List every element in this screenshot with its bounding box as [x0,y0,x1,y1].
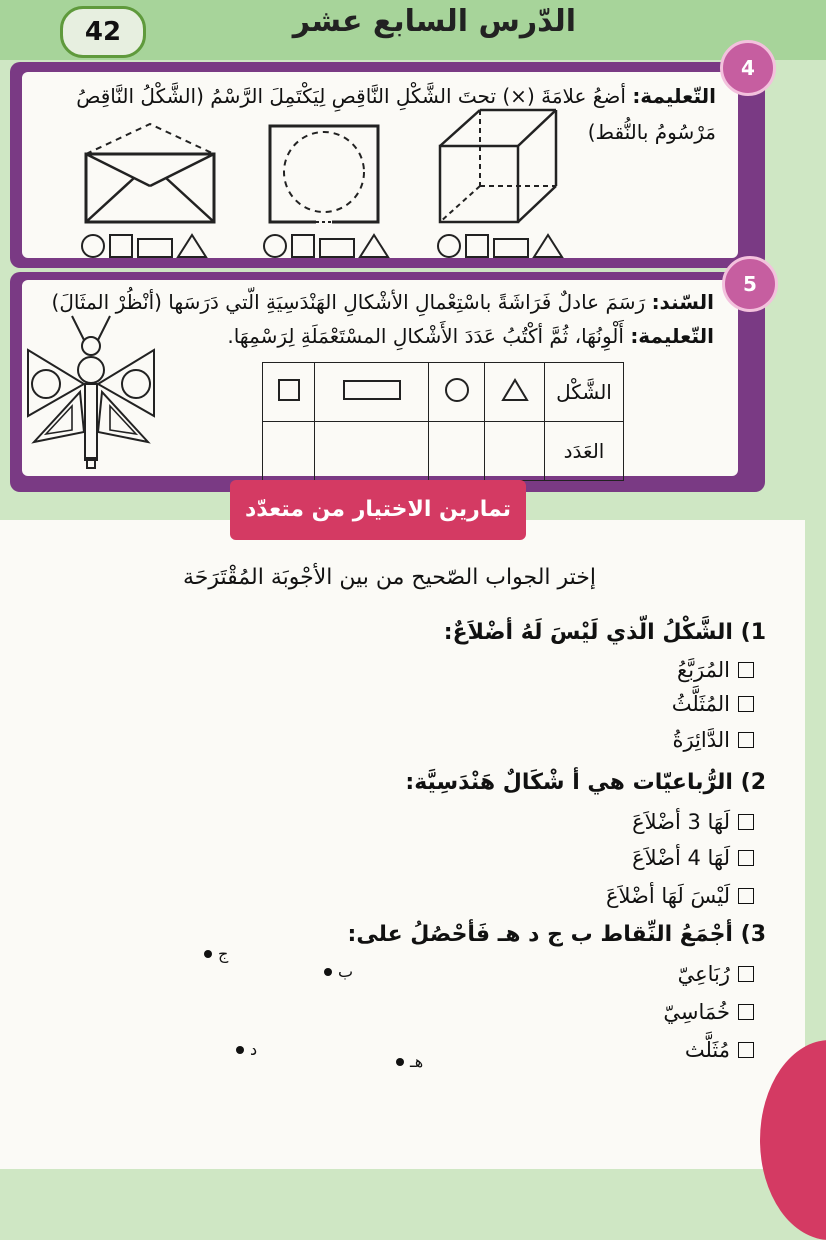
q2-option-3-sides[interactable] [632,810,754,834]
q2-option-no-sides[interactable] [606,884,754,908]
point-dot [396,1058,404,1066]
option-label: مُثَلَّث [684,1038,730,1062]
support-label: السّند: [651,290,714,314]
checkbox[interactable] [738,696,754,712]
q1-option-circle[interactable] [672,728,754,752]
square-cell [263,363,315,422]
exercise-5-instruction [227,318,714,354]
table-row [263,422,624,481]
exercise-4-instruction-line2: مَرْسُومُ بالنُّقط) [587,120,716,144]
rectangle-cell [315,363,429,422]
butterfly-figure [24,312,158,472]
option-label: لَهَا 3 أضْلاَعَ [632,810,730,834]
question-1: 1) الشَّكْلُ الّذي لَيْسَ لَهُ أضْلاَعٌ: [443,620,766,645]
multiple-choice-banner: تمارين الاختيار من متعدّد [230,480,526,540]
rectangle-icon [342,378,402,402]
cube-figure [436,106,560,226]
instruction-label: التّعليمة: [630,324,714,348]
point-label: هـ [410,1052,424,1071]
option-label: خُمَاسِيّ [663,1000,730,1024]
point-dot [236,1046,244,1054]
question-2: 2) الرُّباعيّات هي أ شْكَالٌ هَنْدَسِيَّة: [405,770,766,795]
square-circle-figure [266,122,382,226]
point-h [396,1052,423,1071]
triangle-icon [500,378,530,402]
checkbox[interactable] [738,814,754,830]
point-dot [324,968,332,976]
point-label: ج [218,944,229,963]
checkbox[interactable] [738,1004,754,1020]
rectangle-count-cell[interactable] [315,422,429,481]
instruction-label: التّعليمة: [632,84,716,108]
option-label: لَيْسَ لَهَا أضْلاَعَ [605,884,730,908]
checkbox[interactable] [738,732,754,748]
count-row-label: العَدَد [545,422,624,481]
point-j [204,944,228,963]
square-circle-shape-options[interactable] [262,232,394,260]
exercise-5-badge: 5 [722,256,778,312]
q1-option-square[interactable] [677,658,754,682]
triangle-cell [485,363,545,422]
option-label: رُبَاعِيّ [677,962,730,986]
checkbox[interactable] [738,888,754,904]
option-label: المُثَلَّثُ [671,692,730,716]
question-3: 3) أجْمَعُ النِّقاط ب ج د هـ فَأحْصُلُ على: [347,922,766,947]
point-d [236,1040,257,1059]
point-label: د [250,1040,258,1059]
lesson-title: الدّرس السابع عشر [292,4,576,39]
page-number: 42 [60,6,146,58]
q1-option-triangle[interactable] [672,692,754,716]
exercise-4-instruction-line1 [76,78,716,114]
square-count-cell[interactable] [263,422,315,481]
table-row [263,363,624,422]
triangle-count-cell[interactable] [485,422,545,481]
option-label: الدَّائِرَةُ [672,728,730,752]
circle-count-cell[interactable] [429,422,485,481]
option-label: المُرَبَّعُ [677,658,730,682]
q3-option-pentagon[interactable] [663,1000,754,1024]
envelope-figure [82,120,218,226]
shape-row-label: الشَّكْل [545,363,624,422]
multiple-choice-sheet [0,520,805,1169]
point-label: ب [338,962,354,981]
circle-icon [443,376,471,404]
q3-option-quadrilateral[interactable] [678,962,754,986]
instruction-text: أضعُ علامَةَ (×) تحتَ الشَّكْلِ النَّاقِصِ لِيَكْتَمِلَ الرَّسْمُ (الشَّكْلُ النَّاقِصُ [76,84,626,108]
point-b [324,962,353,981]
support-text: رَسَمَ عادلٌ فَرَاشَةً باسْتِعْمالِ الأشْكالِ الهَنْدَسِيَةِ الّتي دَرَسَها (أنْظُرْ المثَالَ) [51,290,646,314]
instruction-text: أَلْوِنُهَا، ثُمَّ أكْتُبُ عَدَدَ الأَشْكالِ المسْتَعْمَلَةِ لِرَسْمِهَا. [227,324,624,348]
multiple-choice-instruction: إختر الجواب الصّحيح من بين الأجْوبَة المُقْتَرَحَة [182,565,596,590]
cube-shape-options[interactable] [436,232,568,260]
checkbox[interactable] [738,662,754,678]
option-label: لَهَا 4 أضْلاَعَ [632,846,730,870]
q2-option-4-sides[interactable] [632,846,754,870]
point-dot [204,950,212,958]
checkbox[interactable] [738,850,754,866]
q3-option-triangle[interactable] [685,1038,754,1062]
shape-count-table [262,362,624,481]
circle-cell [429,363,485,422]
checkbox[interactable] [738,966,754,982]
square-icon [276,377,302,403]
checkbox[interactable] [738,1042,754,1058]
envelope-shape-options[interactable] [80,232,212,260]
exercise-4-badge: 4 [720,40,776,96]
